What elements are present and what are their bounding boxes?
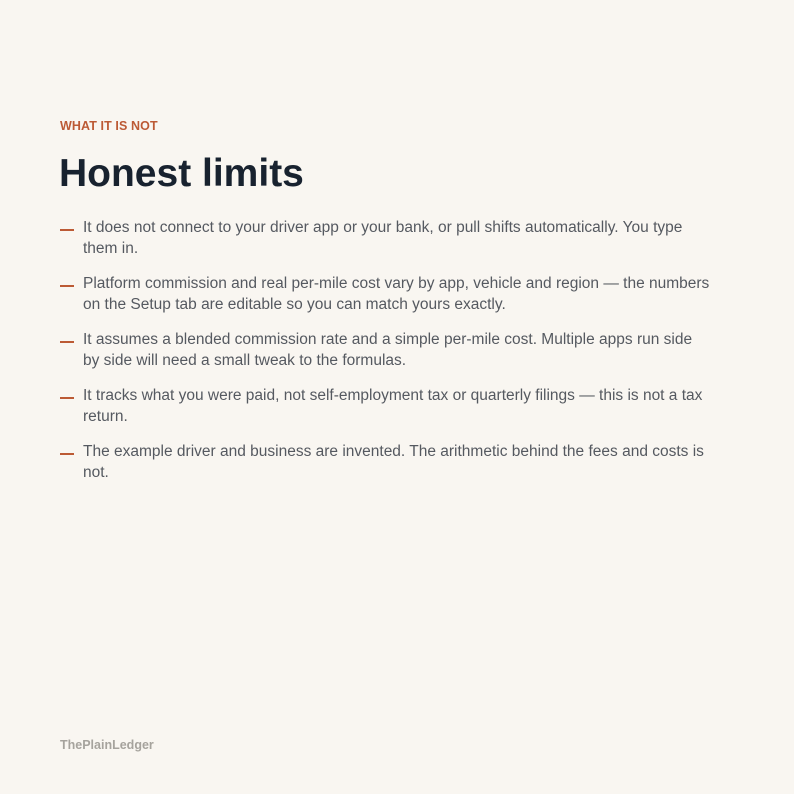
section-eyebrow: WHAT IT IS NOT [60, 119, 158, 133]
dash-bullet-icon [60, 229, 74, 231]
limits-list [60, 217, 710, 483]
list-item [60, 217, 710, 259]
list-item [60, 273, 710, 315]
page-title: Honest limits [59, 152, 304, 195]
dash-bullet-icon [60, 397, 74, 399]
dash-bullet-icon [60, 285, 74, 287]
list-item [60, 329, 710, 371]
list-item-text: The example driver and business are invented. The arithmetic behind the fees and costs is not. [83, 443, 704, 481]
footer-brand: ThePlainLedger [60, 738, 154, 752]
list-item-text: It tracks what you were paid, not self-employment tax or quarterly filings — this is not a tax return. [83, 387, 703, 425]
list-item-text: It assumes a blended commission rate and a simple per-mile cost. Multiple apps run side by side will need a small tweak to the formulas. [83, 331, 693, 369]
list-item [60, 441, 710, 483]
list-item [60, 385, 710, 427]
dash-bullet-icon [60, 453, 74, 455]
dash-bullet-icon [60, 341, 74, 343]
list-item-text: It does not connect to your driver app or your bank, or pull shifts automatically. You type them in. [83, 219, 683, 257]
content [60, 119, 710, 483]
list-item-text: Platform commission and real per-mile cost vary by app, vehicle and region — the numbers on the Setup tab are editable so you can match yours exactly. [83, 275, 710, 313]
